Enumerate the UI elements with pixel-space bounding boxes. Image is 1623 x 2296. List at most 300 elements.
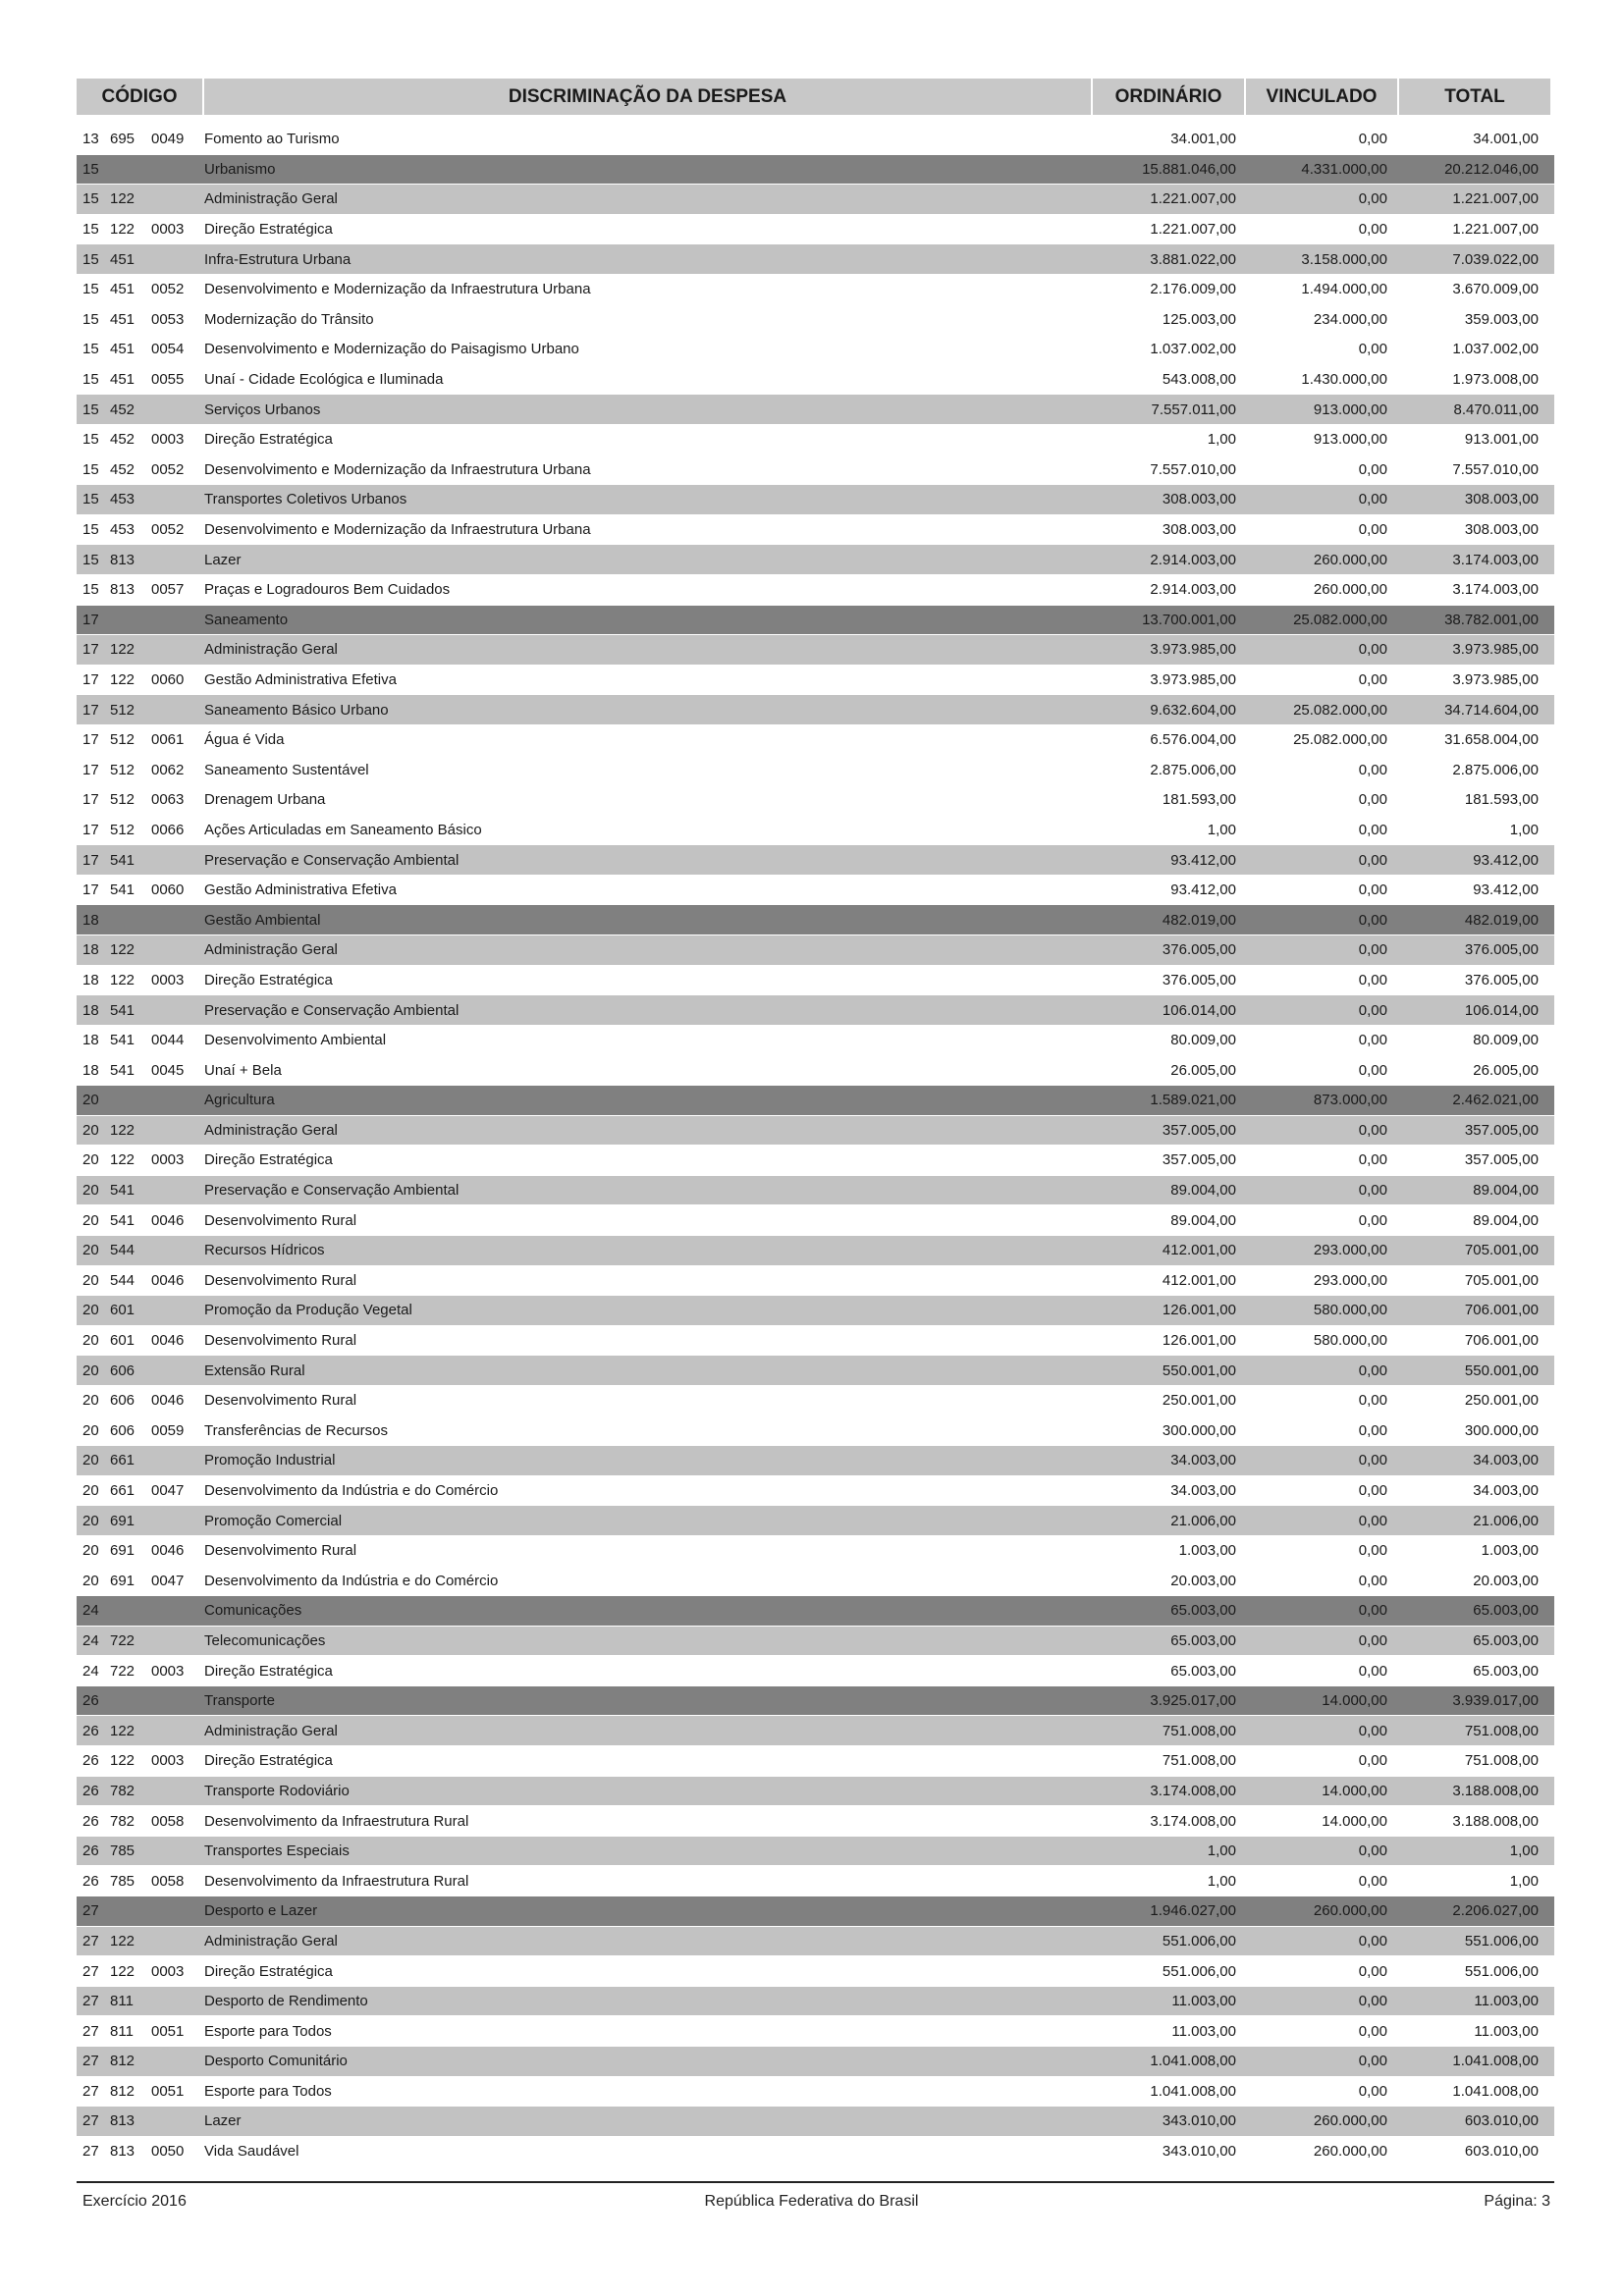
header-discriminacao: DISCRIMINAÇÃO DA DESPESA xyxy=(204,79,1091,115)
code-subfunction: 122 xyxy=(110,670,135,688)
value-vinculado: 0,00 xyxy=(1358,2053,1387,2070)
table-row xyxy=(77,1205,1554,1236)
description: Administração Geral xyxy=(204,1932,338,1949)
description: Direção Estratégica xyxy=(204,971,333,988)
description: Recursos Hídricos xyxy=(204,1242,325,1259)
description: Desenvolvimento Rural xyxy=(204,1542,357,1560)
value-total: 34.001,00 xyxy=(1473,131,1539,148)
code-subfunction: 451 xyxy=(110,341,135,358)
value-total: 308.003,00 xyxy=(1464,521,1539,539)
code-subfunction: 661 xyxy=(110,1482,135,1500)
code-function: 20 xyxy=(82,1151,99,1169)
value-total: 706.001,00 xyxy=(1464,1302,1539,1319)
description: Direção Estratégica xyxy=(204,1151,333,1169)
description: Preservação e Conservação Ambiental xyxy=(204,1001,460,1019)
code-function: 20 xyxy=(82,1332,99,1350)
description: Ações Articuladas em Saneamento Básico xyxy=(204,821,482,838)
value-vinculado: 0,00 xyxy=(1358,1182,1387,1200)
value-vinculado: 0,00 xyxy=(1358,1151,1387,1169)
table-row xyxy=(77,1927,1554,1957)
code-subfunction: 606 xyxy=(110,1362,135,1379)
value-ordinario: 751.008,00 xyxy=(1162,1752,1236,1770)
value-ordinario: 1.037.002,00 xyxy=(1150,341,1236,358)
table-row xyxy=(77,1656,1554,1686)
code-program: 0061 xyxy=(151,731,185,749)
code-subfunction: 512 xyxy=(110,731,135,749)
code-function: 15 xyxy=(82,581,99,599)
description: Desenvolvimento e Modernização da Infraestrutura Urbana xyxy=(204,521,591,539)
value-vinculado: 25.082.000,00 xyxy=(1293,611,1387,628)
value-total: 1,00 xyxy=(1509,1842,1539,1860)
value-total: 34.003,00 xyxy=(1473,1452,1539,1469)
value-ordinario: 300.000,00 xyxy=(1162,1421,1236,1439)
value-vinculado: 0,00 xyxy=(1358,491,1387,508)
code-subfunction: 122 xyxy=(110,221,135,239)
value-total: 21.006,00 xyxy=(1473,1512,1539,1529)
description: Esporte para Todos xyxy=(204,2082,332,2100)
code-program: 0046 xyxy=(151,1392,185,1410)
value-total: 20.212.046,00 xyxy=(1444,160,1539,178)
code-function: 18 xyxy=(82,1061,99,1079)
value-vinculado: 0,00 xyxy=(1358,641,1387,659)
value-vinculado: 0,00 xyxy=(1358,1512,1387,1529)
code-subfunction: 695 xyxy=(110,131,135,148)
table-row xyxy=(77,335,1554,365)
code-program: 0052 xyxy=(151,521,185,539)
code-function: 27 xyxy=(82,2022,99,2040)
code-program: 0059 xyxy=(151,1421,185,1439)
value-vinculado: 0,00 xyxy=(1358,131,1387,148)
code-subfunction: 722 xyxy=(110,1631,135,1649)
value-vinculado: 260.000,00 xyxy=(1313,2112,1387,2130)
value-total: 913.001,00 xyxy=(1464,431,1539,449)
table-row xyxy=(77,1356,1554,1386)
code-subfunction: 544 xyxy=(110,1242,135,1259)
value-ordinario: 551.006,00 xyxy=(1162,1962,1236,1980)
code-program: 0046 xyxy=(151,1542,185,1560)
value-total: 551.006,00 xyxy=(1464,1932,1539,1949)
value-total: 376.005,00 xyxy=(1464,941,1539,959)
table-row xyxy=(77,1777,1554,1807)
code-subfunction: 451 xyxy=(110,371,135,389)
code-function: 26 xyxy=(82,1782,99,1799)
code-function: 17 xyxy=(82,641,99,659)
value-total: 181.593,00 xyxy=(1464,791,1539,809)
table-row xyxy=(77,1686,1554,1717)
code-subfunction: 782 xyxy=(110,1782,135,1799)
table-row xyxy=(77,575,1554,606)
value-vinculado: 0,00 xyxy=(1358,1962,1387,1980)
code-function: 20 xyxy=(82,1121,99,1139)
value-vinculado: 0,00 xyxy=(1358,341,1387,358)
table-row xyxy=(77,935,1554,966)
value-ordinario: 376.005,00 xyxy=(1162,941,1236,959)
code-function: 15 xyxy=(82,281,99,298)
value-ordinario: 1,00 xyxy=(1207,431,1236,449)
value-ordinario: 80.009,00 xyxy=(1170,1032,1236,1049)
code-program: 0003 xyxy=(151,1151,185,1169)
description: Gestão Ambiental xyxy=(204,911,321,929)
value-ordinario: 7.557.010,00 xyxy=(1150,460,1236,478)
value-ordinario: 65.003,00 xyxy=(1170,1662,1236,1680)
value-vinculado: 4.331.000,00 xyxy=(1301,160,1387,178)
description: Desenvolvimento e Modernização do Paisagismo Urbano xyxy=(204,341,579,358)
description: Transporte Rodoviário xyxy=(204,1782,350,1799)
code-program: 0052 xyxy=(151,281,185,298)
code-subfunction: 451 xyxy=(110,250,135,268)
code-subfunction: 813 xyxy=(110,551,135,568)
table-row xyxy=(77,485,1554,515)
code-subfunction: 813 xyxy=(110,2112,135,2130)
code-program: 0050 xyxy=(151,2143,185,2161)
code-function: 26 xyxy=(82,1692,99,1710)
code-program: 0058 xyxy=(151,1872,185,1890)
value-total: 3.188.008,00 xyxy=(1452,1782,1539,1799)
code-function: 20 xyxy=(82,1271,99,1289)
value-total: 1.221.007,00 xyxy=(1452,221,1539,239)
table-row xyxy=(77,966,1554,996)
code-function: 15 xyxy=(82,310,99,328)
table-row xyxy=(77,1627,1554,1657)
value-total: 359.003,00 xyxy=(1464,310,1539,328)
table-row xyxy=(77,1236,1554,1266)
table-row xyxy=(77,725,1554,756)
code-subfunction: 512 xyxy=(110,821,135,838)
value-ordinario: 3.174.008,00 xyxy=(1150,1812,1236,1830)
value-total: 34.003,00 xyxy=(1473,1482,1539,1500)
code-function: 18 xyxy=(82,911,99,929)
table-row xyxy=(77,1176,1554,1206)
value-ordinario: 1.946.027,00 xyxy=(1150,1902,1236,1920)
code-function: 26 xyxy=(82,1752,99,1770)
code-function: 24 xyxy=(82,1602,99,1620)
value-total: 3.670.009,00 xyxy=(1452,281,1539,298)
value-total: 65.003,00 xyxy=(1473,1602,1539,1620)
code-function: 15 xyxy=(82,190,99,208)
table-row xyxy=(77,1116,1554,1147)
value-vinculado: 0,00 xyxy=(1358,1121,1387,1139)
value-ordinario: 1,00 xyxy=(1207,1842,1236,1860)
table-row xyxy=(77,1386,1554,1416)
table-row xyxy=(77,1746,1554,1777)
value-ordinario: 1,00 xyxy=(1207,1872,1236,1890)
table-row xyxy=(77,1987,1554,2017)
table-row xyxy=(77,275,1554,305)
table-row xyxy=(77,1146,1554,1176)
value-vinculado: 0,00 xyxy=(1358,2022,1387,2040)
code-subfunction: 691 xyxy=(110,1572,135,1589)
description: Modernização do Trânsito xyxy=(204,310,374,328)
value-ordinario: 21.006,00 xyxy=(1170,1512,1236,1529)
value-vinculado: 0,00 xyxy=(1358,460,1387,478)
code-program: 0066 xyxy=(151,821,185,838)
description: Gestão Administrativa Efetiva xyxy=(204,881,397,899)
value-ordinario: 7.557.011,00 xyxy=(1151,400,1236,418)
value-total: 550.001,00 xyxy=(1464,1362,1539,1379)
value-total: 2.462.021,00 xyxy=(1452,1092,1539,1109)
description: Administração Geral xyxy=(204,1722,338,1739)
code-function: 15 xyxy=(82,250,99,268)
value-ordinario: 482.019,00 xyxy=(1162,911,1236,929)
code-subfunction: 541 xyxy=(110,1211,135,1229)
footer-exercise: Exercício 2016 xyxy=(82,2193,187,2210)
code-function: 20 xyxy=(82,1392,99,1410)
table-row xyxy=(77,1896,1554,1927)
value-total: 65.003,00 xyxy=(1473,1662,1539,1680)
value-ordinario: 106.014,00 xyxy=(1162,1001,1236,1019)
value-vinculado: 0,00 xyxy=(1358,1572,1387,1589)
code-function: 27 xyxy=(82,1962,99,1980)
code-subfunction: 453 xyxy=(110,521,135,539)
code-function: 20 xyxy=(82,1482,99,1500)
value-vinculado: 0,00 xyxy=(1358,1932,1387,1949)
table-row xyxy=(77,455,1554,486)
value-ordinario: 1.221.007,00 xyxy=(1150,190,1236,208)
code-function: 20 xyxy=(82,1211,99,1229)
value-total: 603.010,00 xyxy=(1464,2143,1539,2161)
code-function: 27 xyxy=(82,2053,99,2070)
value-total: 705.001,00 xyxy=(1464,1242,1539,1259)
code-program: 0046 xyxy=(151,1271,185,1289)
table-row xyxy=(77,1837,1554,1867)
value-total: 603.010,00 xyxy=(1464,2112,1539,2130)
value-total: 706.001,00 xyxy=(1464,1332,1539,1350)
value-vinculado: 293.000,00 xyxy=(1313,1271,1387,1289)
value-vinculado: 0,00 xyxy=(1358,1482,1387,1500)
code-subfunction: 541 xyxy=(110,1001,135,1019)
code-function: 17 xyxy=(82,881,99,899)
value-total: 1,00 xyxy=(1509,821,1539,838)
description: Administração Geral xyxy=(204,941,338,959)
table-row xyxy=(77,515,1554,546)
code-function: 15 xyxy=(82,160,99,178)
code-subfunction: 812 xyxy=(110,2082,135,2100)
table-row xyxy=(77,425,1554,455)
code-function: 26 xyxy=(82,1872,99,1890)
code-function: 15 xyxy=(82,341,99,358)
value-ordinario: 543.008,00 xyxy=(1162,371,1236,389)
value-vinculado: 0,00 xyxy=(1358,1752,1387,1770)
description: Desenvolvimento da Infraestrutura Rural xyxy=(204,1812,469,1830)
value-vinculado: 3.158.000,00 xyxy=(1301,250,1387,268)
value-vinculado: 260.000,00 xyxy=(1313,581,1387,599)
value-total: 308.003,00 xyxy=(1464,491,1539,508)
code-subfunction: 813 xyxy=(110,581,135,599)
code-function: 20 xyxy=(82,1302,99,1319)
description: Desenvolvimento Rural xyxy=(204,1332,357,1350)
description: Direção Estratégica xyxy=(204,431,333,449)
value-total: 705.001,00 xyxy=(1464,1271,1539,1289)
code-function: 15 xyxy=(82,491,99,508)
value-vinculado: 293.000,00 xyxy=(1313,1242,1387,1259)
value-ordinario: 3.973.985,00 xyxy=(1150,641,1236,659)
description: Telecomunicações xyxy=(204,1631,326,1649)
table-row xyxy=(77,876,1554,906)
code-subfunction: 122 xyxy=(110,1121,135,1139)
description: Desenvolvimento da Indústria e do Comércio xyxy=(204,1572,499,1589)
description: Desporto Comunitário xyxy=(204,2053,348,2070)
code-subfunction: 122 xyxy=(110,941,135,959)
table-row xyxy=(77,2137,1554,2167)
description: Direção Estratégica xyxy=(204,1962,333,1980)
value-vinculado: 0,00 xyxy=(1358,1842,1387,1860)
value-ordinario: 250.001,00 xyxy=(1162,1392,1236,1410)
code-program: 0003 xyxy=(151,431,185,449)
budget-table xyxy=(77,79,1554,2166)
table-row xyxy=(77,305,1554,336)
value-total: 11.003,00 xyxy=(1474,1993,1539,2010)
description: Transporte xyxy=(204,1692,275,1710)
code-function: 15 xyxy=(82,371,99,389)
value-vinculado: 0,00 xyxy=(1358,1542,1387,1560)
code-subfunction: 544 xyxy=(110,1271,135,1289)
code-function: 20 xyxy=(82,1242,99,1259)
code-function: 17 xyxy=(82,791,99,809)
value-vinculado: 913.000,00 xyxy=(1313,431,1387,449)
description: Administração Geral xyxy=(204,641,338,659)
code-program: 0046 xyxy=(151,1211,185,1229)
description: Promoção da Produção Vegetal xyxy=(204,1302,412,1319)
table-row xyxy=(77,1055,1554,1086)
description: Desenvolvimento Ambiental xyxy=(204,1032,387,1049)
description: Unaí + Bela xyxy=(204,1061,282,1079)
code-subfunction: 122 xyxy=(110,1932,135,1949)
code-function: 15 xyxy=(82,431,99,449)
code-subfunction: 541 xyxy=(110,1061,135,1079)
value-ordinario: 11.003,00 xyxy=(1171,1993,1236,2010)
table-row xyxy=(77,1326,1554,1357)
code-function: 27 xyxy=(82,1902,99,1920)
value-ordinario: 2.875.006,00 xyxy=(1150,761,1236,778)
value-ordinario: 126.001,00 xyxy=(1162,1302,1236,1319)
code-function: 26 xyxy=(82,1812,99,1830)
code-function: 20 xyxy=(82,1182,99,1200)
description: Desporto de Rendimento xyxy=(204,1993,368,2010)
value-vinculado: 0,00 xyxy=(1358,2082,1387,2100)
description: Desenvolvimento da Indústria e do Comércio xyxy=(204,1482,499,1500)
value-vinculado: 0,00 xyxy=(1358,851,1387,869)
value-vinculado: 1.494.000,00 xyxy=(1301,281,1387,298)
table-row xyxy=(77,1596,1554,1627)
description: Unaí - Cidade Ecológica e Iluminada xyxy=(204,371,444,389)
code-program: 0044 xyxy=(151,1032,185,1049)
value-vinculado: 0,00 xyxy=(1358,1602,1387,1620)
code-subfunction: 811 xyxy=(110,1993,134,2010)
value-vinculado: 0,00 xyxy=(1358,521,1387,539)
code-function: 15 xyxy=(82,521,99,539)
code-subfunction: 606 xyxy=(110,1421,135,1439)
code-function: 15 xyxy=(82,551,99,568)
value-ordinario: 9.632.604,00 xyxy=(1150,701,1236,719)
table-row xyxy=(77,155,1554,186)
value-total: 26.005,00 xyxy=(1473,1061,1539,1079)
description: Fomento ao Turismo xyxy=(204,131,340,148)
table-row xyxy=(77,635,1554,666)
code-function: 27 xyxy=(82,2082,99,2100)
value-total: 3.174.003,00 xyxy=(1452,551,1539,568)
value-ordinario: 357.005,00 xyxy=(1162,1121,1236,1139)
table-row xyxy=(77,1266,1554,1297)
code-subfunction: 541 xyxy=(110,1032,135,1049)
value-ordinario: 308.003,00 xyxy=(1162,521,1236,539)
code-function: 27 xyxy=(82,2143,99,2161)
value-total: 1,00 xyxy=(1509,1872,1539,1890)
description: Agricultura xyxy=(204,1092,275,1109)
value-ordinario: 34.003,00 xyxy=(1170,1482,1236,1500)
value-ordinario: 2.176.009,00 xyxy=(1150,281,1236,298)
code-function: 20 xyxy=(82,1092,99,1109)
value-total: 250.001,00 xyxy=(1464,1392,1539,1410)
table-row xyxy=(77,1866,1554,1896)
value-vinculado: 0,00 xyxy=(1358,971,1387,988)
code-program: 0051 xyxy=(151,2022,185,2040)
code-program: 0045 xyxy=(151,1061,185,1079)
value-total: 376.005,00 xyxy=(1464,971,1539,988)
table-row xyxy=(77,785,1554,816)
description: Urbanismo xyxy=(204,160,276,178)
value-ordinario: 343.010,00 xyxy=(1162,2143,1236,2161)
value-vinculado: 14.000,00 xyxy=(1322,1812,1387,1830)
header-vinculado: VINCULADO xyxy=(1246,79,1397,115)
value-vinculado: 0,00 xyxy=(1358,190,1387,208)
value-total: 357.005,00 xyxy=(1464,1121,1539,1139)
description: Administração Geral xyxy=(204,1121,338,1139)
value-total: 20.003,00 xyxy=(1473,1572,1539,1589)
header-ordinario: ORDINÁRIO xyxy=(1093,79,1244,115)
code-function: 17 xyxy=(82,821,99,838)
value-total: 106.014,00 xyxy=(1464,1001,1539,1019)
description: Desenvolvimento e Modernização da Infraestrutura Urbana xyxy=(204,460,591,478)
footer-country: República Federativa do Brasil xyxy=(704,2193,919,2210)
value-vinculado: 0,00 xyxy=(1358,1662,1387,1680)
code-subfunction: 606 xyxy=(110,1392,135,1410)
value-ordinario: 3.925.017,00 xyxy=(1150,1692,1236,1710)
table-row xyxy=(77,365,1554,396)
table-row xyxy=(77,1026,1554,1056)
code-subfunction: 782 xyxy=(110,1812,135,1830)
code-subfunction: 452 xyxy=(110,460,135,478)
code-subfunction: 541 xyxy=(110,881,135,899)
value-vinculado: 873.000,00 xyxy=(1313,1092,1387,1109)
table-row xyxy=(77,2077,1554,2108)
code-function: 18 xyxy=(82,1032,99,1049)
code-subfunction: 512 xyxy=(110,791,135,809)
table-row xyxy=(77,1536,1554,1567)
code-program: 0047 xyxy=(151,1572,185,1589)
value-total: 751.008,00 xyxy=(1464,1722,1539,1739)
table-row xyxy=(77,995,1554,1026)
code-subfunction: 453 xyxy=(110,491,135,508)
value-vinculado: 0,00 xyxy=(1358,1211,1387,1229)
code-function: 20 xyxy=(82,1512,99,1529)
description: Desporto e Lazer xyxy=(204,1902,318,1920)
value-total: 1.041.008,00 xyxy=(1452,2082,1539,2100)
table-row xyxy=(77,816,1554,846)
value-ordinario: 412.001,00 xyxy=(1162,1271,1236,1289)
value-vinculado: 1.430.000,00 xyxy=(1301,371,1387,389)
value-ordinario: 357.005,00 xyxy=(1162,1151,1236,1169)
table-row xyxy=(77,695,1554,725)
value-ordinario: 93.412,00 xyxy=(1170,851,1236,869)
value-vinculado: 0,00 xyxy=(1358,881,1387,899)
value-vinculado: 913.000,00 xyxy=(1313,400,1387,418)
code-subfunction: 122 xyxy=(110,190,135,208)
description: Praças e Logradouros Bem Cuidados xyxy=(204,581,451,599)
value-ordinario: 13.700.001,00 xyxy=(1142,611,1236,628)
code-function: 20 xyxy=(82,1542,99,1560)
header-codigo: CÓDIGO xyxy=(77,79,202,115)
code-function: 17 xyxy=(82,761,99,778)
